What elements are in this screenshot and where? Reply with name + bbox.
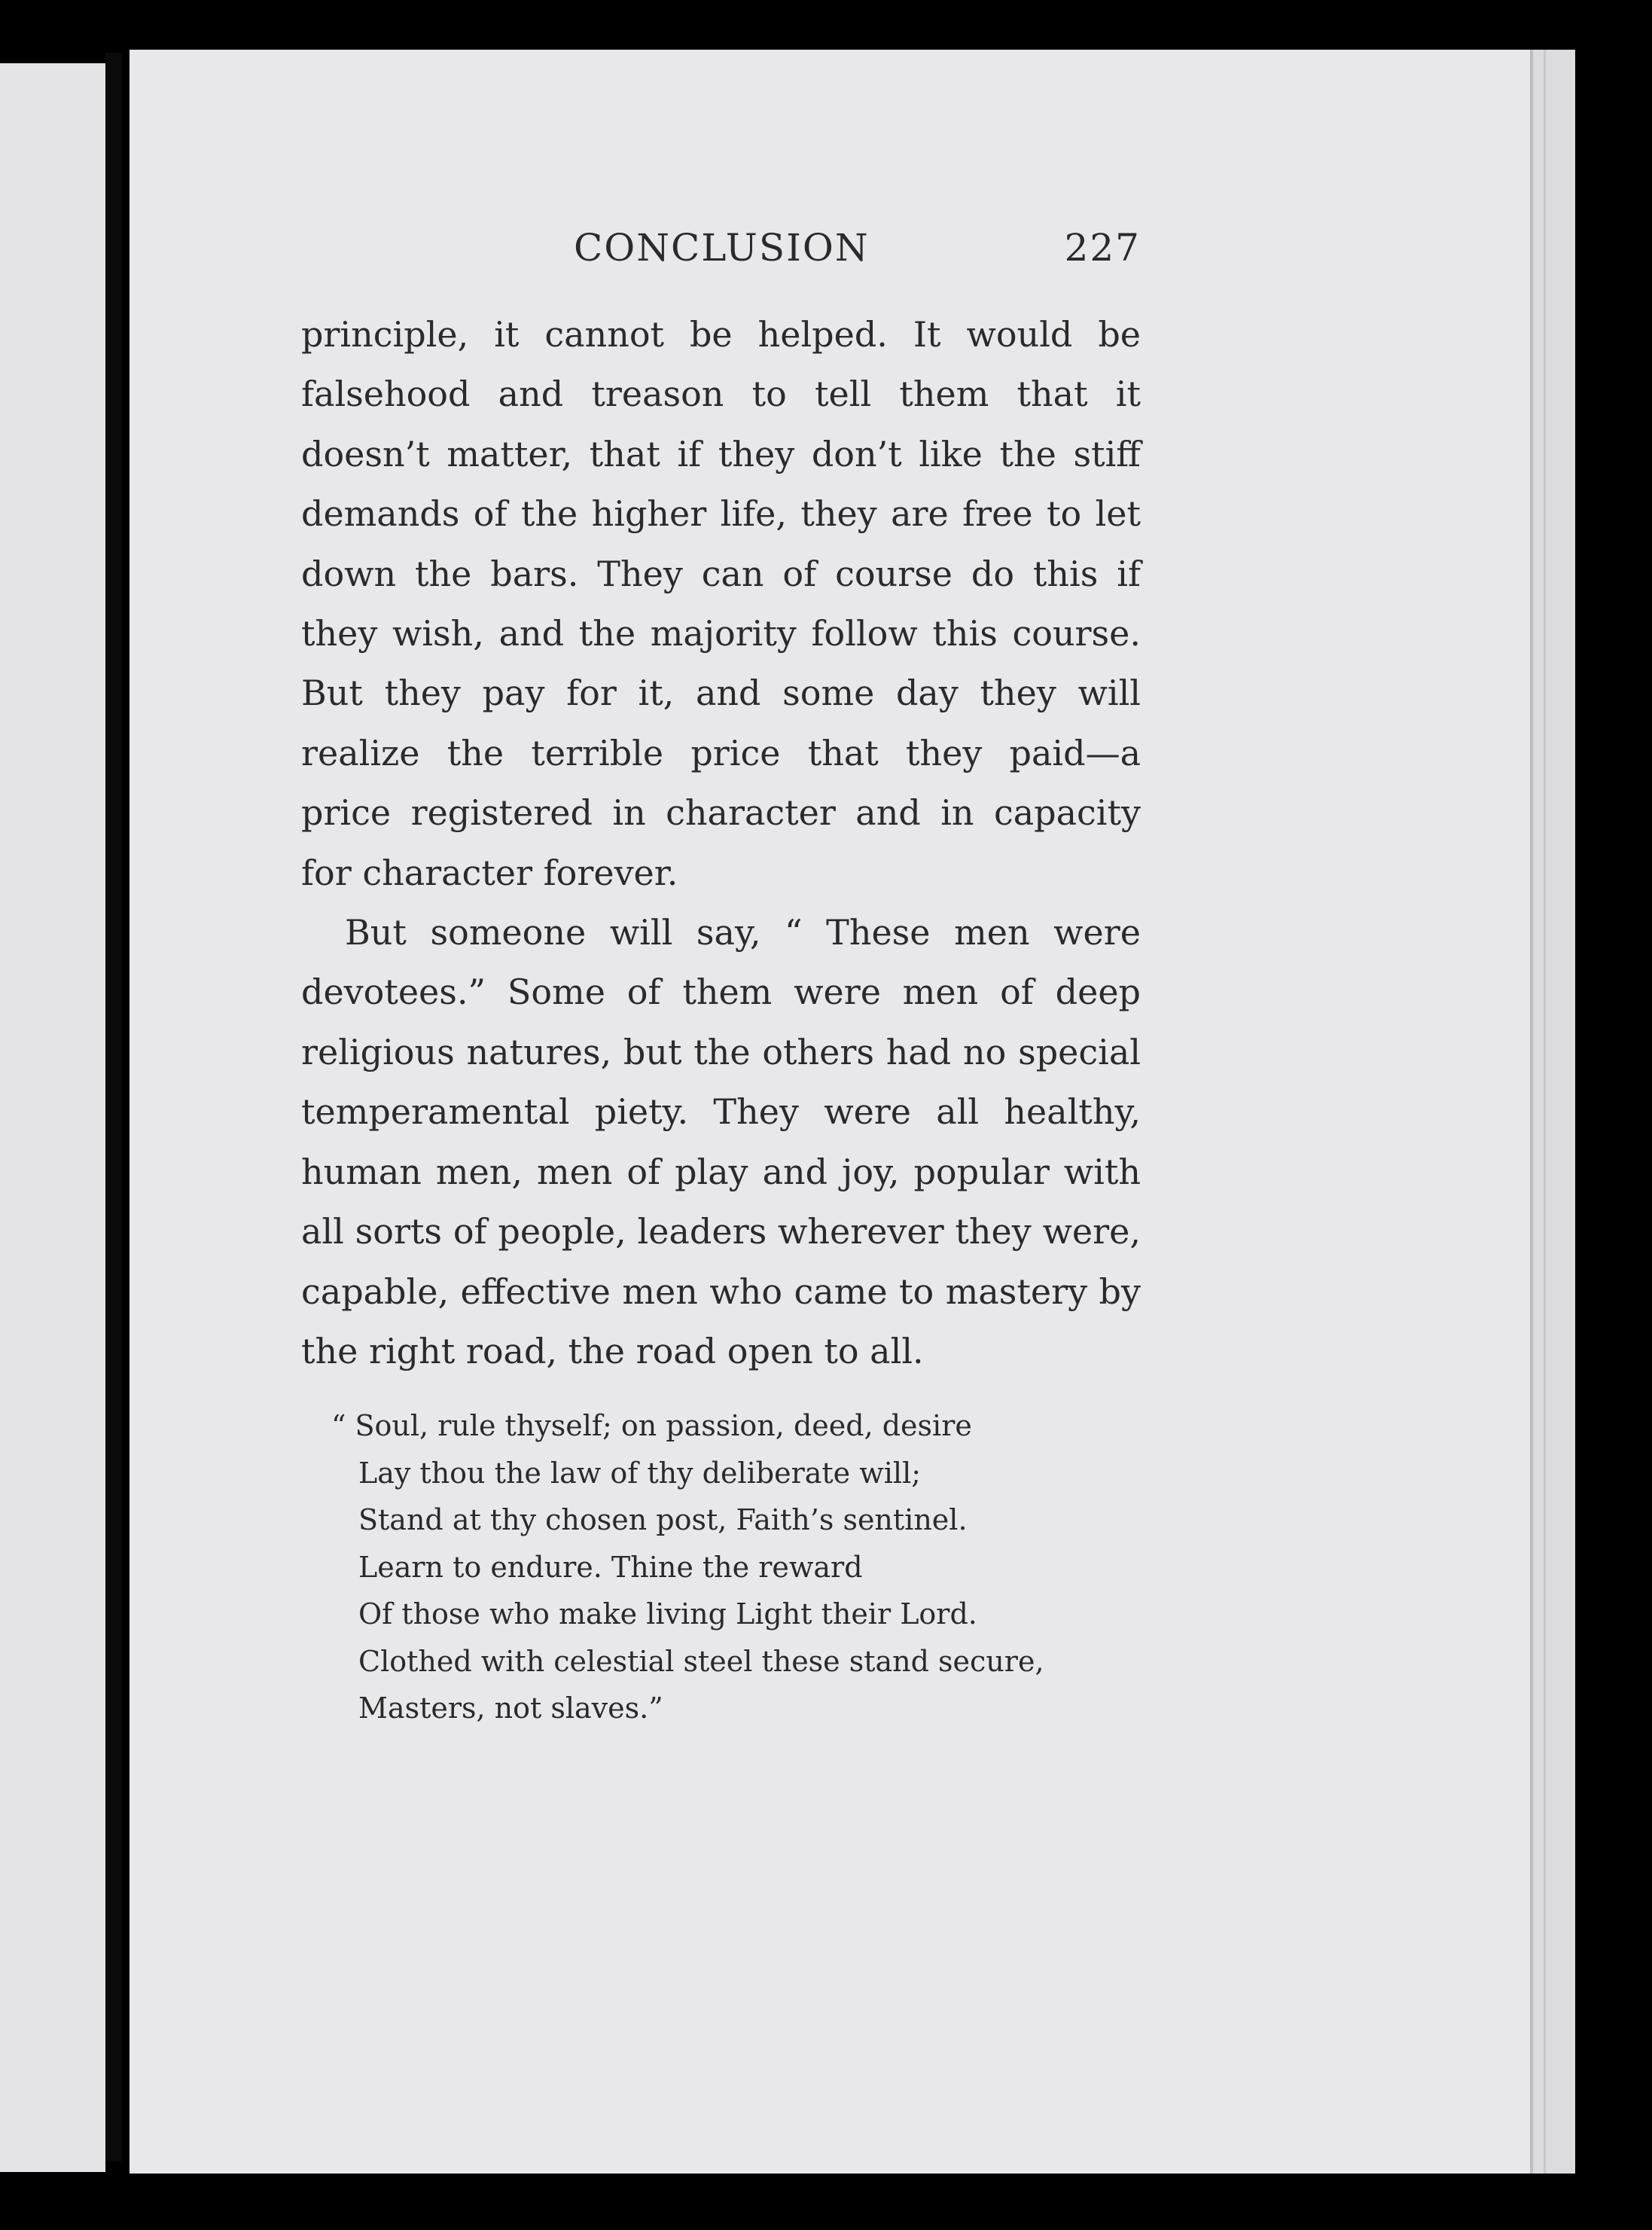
- body-text: [301, 305, 1141, 1381]
- verse-line: Lay thou the law of thy deliberate will;: [358, 1456, 922, 1490]
- paragraph: principle, it cannot be helped. It would be falsehood and treason to tell them that it doesn’t matter, that if they don’t like the stiff demands of the higher life, they are free to let down the bars. They can of course do this if they wish, and the majority follow this course. But they pay for it, and some day they will realize the terrible price that they paid—a price registered in character and in capacity for character forever.: [301, 314, 1141, 893]
- verse-line: Learn to endure. Thine the reward: [358, 1550, 863, 1584]
- verse-quotation: [331, 1402, 1160, 1732]
- page-fore-edge: [1530, 50, 1578, 2174]
- verse-line: Masters, not slaves.”: [358, 1692, 663, 1725]
- page-number: 227: [1064, 226, 1141, 270]
- verse-line: Of those who make living Light their Lord.: [358, 1597, 977, 1631]
- paragraph: But someone will say, “ These men were devotees.” Some of them were men of deep religious natures, but the others had no special temperamental piety. They were all healthy, human men, men of play and joy, popular with all sorts of people, leaders wherever they were, capable, effective men who came to mastery by the right road, the road open to all.: [301, 912, 1141, 1371]
- binding-shadow: [105, 53, 122, 2161]
- facing-page-edge: [0, 63, 105, 2172]
- verse-line: “ Soul, rule thyself; on passion, deed, desire: [331, 1409, 972, 1442]
- chapter-title: CONCLUSION: [574, 226, 870, 270]
- verse-line: Stand at thy chosen post, Faith’s sentinel.: [358, 1503, 968, 1536]
- verse-line: Clothed with celestial steel these stand secure,: [358, 1644, 1044, 1678]
- running-head: [301, 226, 1141, 279]
- scan-background: [1575, 45, 1652, 2184]
